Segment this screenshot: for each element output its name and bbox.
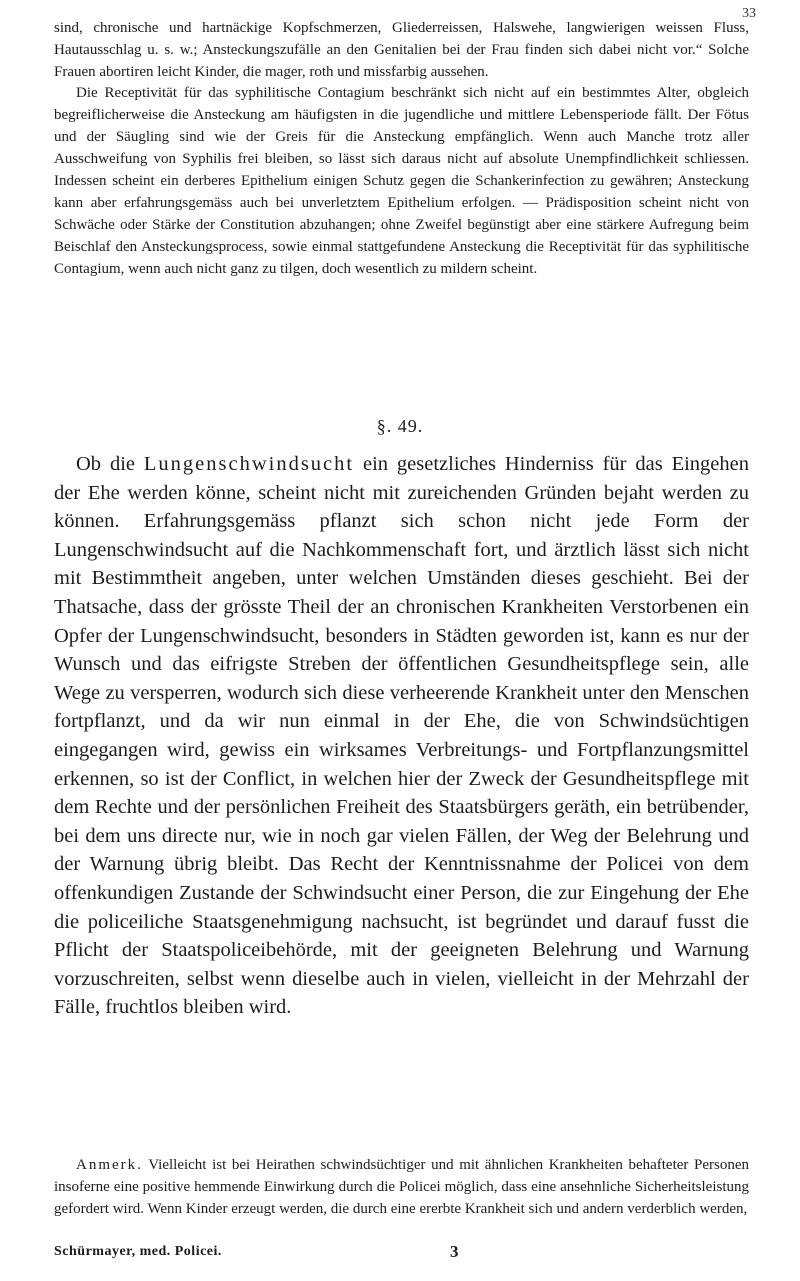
receptivity-paragraph: Die Receptivität für das syphilitische Contagium beschränkt sich nicht auf ein bestimmtes Alter, obgleich begreiflicherweise die Ansteckung am häufigsten in die jugendliche und mittlere Lebensperiode fällt. Der Fötus und der Säugling sind wie der Greis für die Ansteckung empfänglich. Wenn auch Manche trotz aller Ausschweifung von Syphilis frei bleiben, so lässt sich daraus nicht auf absolute Unempfindlichkeit schliessen. Indessen scheint ein derberes Epithelium einigen Schutz gegen die Schankerinfection zu gewähren; Ansteckung kann aber erfahrungsgemäss auch bei unverletztem Epithelium erfolgen. — Prädisposition scheint nicht von Schwäche oder Stärke der Constitution abzuhangen; ohne Zweifel begünstigt aber eine stärkere Aufregung beim Beischlaf den Ansteckungsprocess, sowie einmal stattgefundene Ansteckung die Receptivität für das syphilitische Contagium, wenn auch nicht ganz zu tilgen, doch wesentlich zu mildern scheint.: [54, 85, 749, 277]
signature-mark: 3: [450, 1242, 459, 1261]
section-intro: Ob die: [76, 453, 144, 475]
section-body: [54, 450, 749, 1022]
footnote: [54, 1154, 749, 1220]
footnote-text: Vielleicht ist bei Heirathen schwindsüchtiger und mit ähnlichen Krankheiten behafteter Personen insoferne eine positive hemmende Einwirkung durch die Policei möglich, dass eine ansehnliche Sicherheitsleistung gefordert wird. Wenn Kinder erzeugt werden, die durch eine ererbte Krankheit sich und andern verderblich werden,: [54, 1157, 749, 1217]
page-number: 33: [742, 6, 756, 21]
footnote-label: Anmerk.: [76, 1157, 143, 1173]
page-footer: [54, 1244, 749, 1260]
section-heading: §. 49.: [376, 416, 424, 436]
continuation-paragraph: sind, chronische und hartnäckige Kopfschmerzen, Gliederreissen, Halswehe, langwierigen weissen Fluss, Hautausschlag u. s. w.; Ansteckungszufälle an den Genitalien bei der Frau finden sich dabei nicht vor.“ Solche Frauen abortiren leicht Kinder, die mager, roth und missfarbig aussehen.: [54, 20, 749, 80]
emphasized-term: Lungenschwindsucht: [143, 453, 355, 475]
footer-imprint: Schürmayer, med. Policei.: [54, 1244, 222, 1259]
section-body-text: ein gesetzliches Hinderniss für das Eingehen der Ehe werden könne, scheint nicht mit zureichenden Gründen bejaht werden zu können. Erfahrungsgemäss pflanzt sich schon nicht jede Form der Lungenschwindsucht auf die Nachkommenschaft fort, und ärztlich lässt sich nicht mit Bestimmtheit angeben, unter welchen Umständen dieses geschieht. Bei der Thatsache, dass der grösste Theil der an chronischen Krankheiten Verstorbenen ein Opfer der Lungenschwindsucht, besonders in Städten geworden ist, kann es nur der Wunsch und das eifrigste Streben der öffentlichen Gesundheitspflege sein, alle Wege zu versperren, wodurch sich diese verheerende Krankheit unter den Menschen fortpflanzt, und da wir nun einmal in der Ehe, die von Schwindsüchtigen eingegangen wird, gewiss ein wirksames Verbreitungs- und Fortpflanzungsmittel erkennen, so ist der Conflict, in welchen hier der Zweck der Gesundheitspflege mit dem Rechte und der persönlichen Freiheit des Staatsbürgers geräth, ein betrübender, bei dem uns directe nur, wie in noch gar vielen Fällen, der Weg der Belehrung und der Warnung übrig bleibt. Das Recht der Kenntnissnahme der Policei von dem offenkundigen Zustande der Schwindsucht einer Person, die zur Eingehung der Ehe die policeiliche Staatsgenehmigung nachsucht, ist begründet und darauf fusst die Pflicht der Staatspoliceibehörde, mit der geeigneten Belehrung und Warnung vorzuschreiten, selbst wenn dieselbe auch in vielen, vielleicht in der Mehrzahl der Fälle, fruchtlos bleiben wird.: [54, 453, 749, 1019]
